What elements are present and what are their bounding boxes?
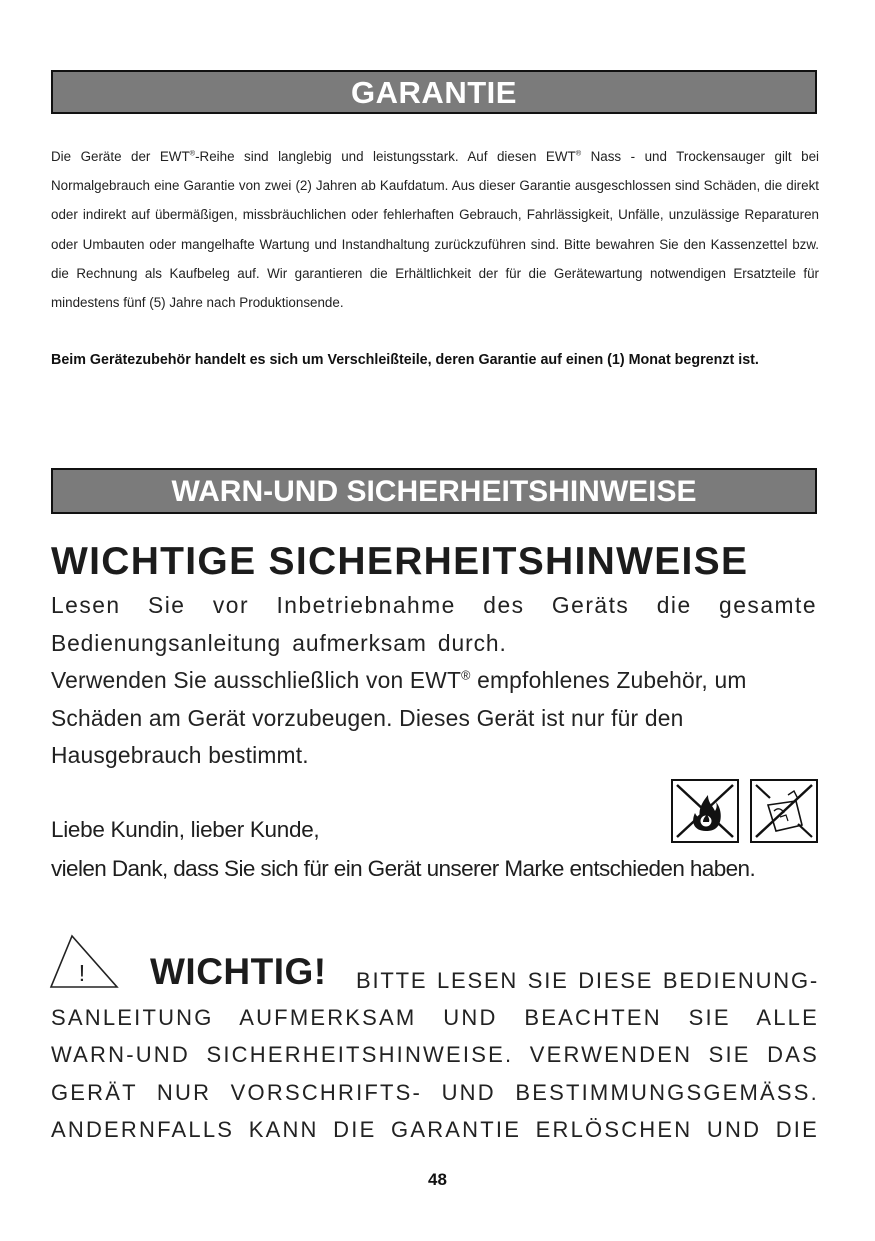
registered-mark: ® — [575, 148, 582, 158]
thank-you-text: vielen Dank, dass Sie sich für ein Gerät unserer Marke entschieden haben. — [51, 856, 756, 881]
caps-warning-line-1: BITTE LESEN SIE DIESE BEDIENUNG- — [356, 968, 819, 993]
warning-triangle-icon — [48, 932, 120, 992]
garantie-text-1: Die Geräte der EWT — [51, 149, 190, 164]
warning-exclamation: ! — [78, 960, 86, 986]
intro-line-2: Bedienungsanleitung aufmerksam durch. — [51, 629, 507, 656]
garantie-paragraph — [51, 142, 819, 317]
intro-text-a: Verwenden Sie ausschließlich von EWT — [51, 667, 462, 693]
garantie-heading: GARANTIE — [351, 75, 517, 110]
no-flammable-icon — [671, 779, 739, 843]
warnings-heading-banner — [51, 468, 817, 514]
garantie-text-3: Nass - und Trockensauger gilt bei Normalgebrauch eine Garantie von zwei (2) Jahren ab Kaufdatum. Aus dieser Garantie ausgeschlossen sind Schäden, die direkt oder indirekt auf übermäßigen, missbräuchlichen oder fehlerhaften Gebrauch, Fahrlässigkeit, Unfälle, unzulässige Reparaturen oder Umbauten oder mangelhafte Wartung und Instandhaltung zurückzuführen sind. Bitte bewahren Sie den Kassenzettel bzw. die Rechnung als Kaufbeleg auf. Wir garantieren die Erhältlichkeit der für die Gerätewartung notwendigen Ersatzteile für mindestens fünf (5) Jahre nach Produktionsende. — [51, 149, 819, 311]
important-safety-heading: WICHTIGE SICHERHEITSHINWEISE — [51, 540, 749, 583]
no-household-waste-icon — [750, 779, 818, 843]
caps-warning-line-5: ANDERNFALLS KANN DIE GARANTIE ERLÖSCHEN UND DIE — [51, 1117, 819, 1142]
safety-intro — [51, 587, 817, 775]
important-label: WICHTIG! — [150, 951, 327, 992]
page-number: 48 — [428, 1170, 447, 1189]
greeting: Liebe Kundin, lieber Kunde, — [51, 817, 320, 842]
accessory-warranty-note: Beim Gerätezubehör handelt es sich um Verschleißteile, deren Garantie auf einen (1) Monat begrenzt ist. — [51, 352, 759, 368]
registered-mark: ® — [461, 668, 471, 683]
intro-line-1: Lesen Sie vor Inbetriebnahme des Geräts die gesamte — [51, 592, 817, 618]
garantie-text-2: -Reihe sind langlebig und leistungsstark. Auf diesen EWT — [195, 149, 576, 164]
garantie-heading-banner — [51, 70, 817, 114]
caps-warning-line-3: WARN-UND SICHERHEITSHINWEISE. VERWENDEN SIE DAS — [51, 1042, 819, 1067]
intro-text-b: empfohlenes Zubehör, um Schäden am Gerät vorzubeugen. Dieses Gerät ist nur für den Hausgebrauch bestimmt. — [51, 667, 747, 768]
caps-warning-line-2: SANLEITUNG AUFMERKSAM UND BEACHTEN SIE ALLE — [51, 1005, 819, 1030]
caps-warning-line-4: GERÄT NUR VORSCHRIFTS- UND BESTIMMUNGSGEMÄSS. — [51, 1080, 819, 1105]
warnings-heading: WARN-UND SICHERHEITSHINWEISE — [171, 475, 697, 508]
registered-mark: ® — [189, 148, 196, 158]
intro-accessory-text — [51, 662, 817, 775]
